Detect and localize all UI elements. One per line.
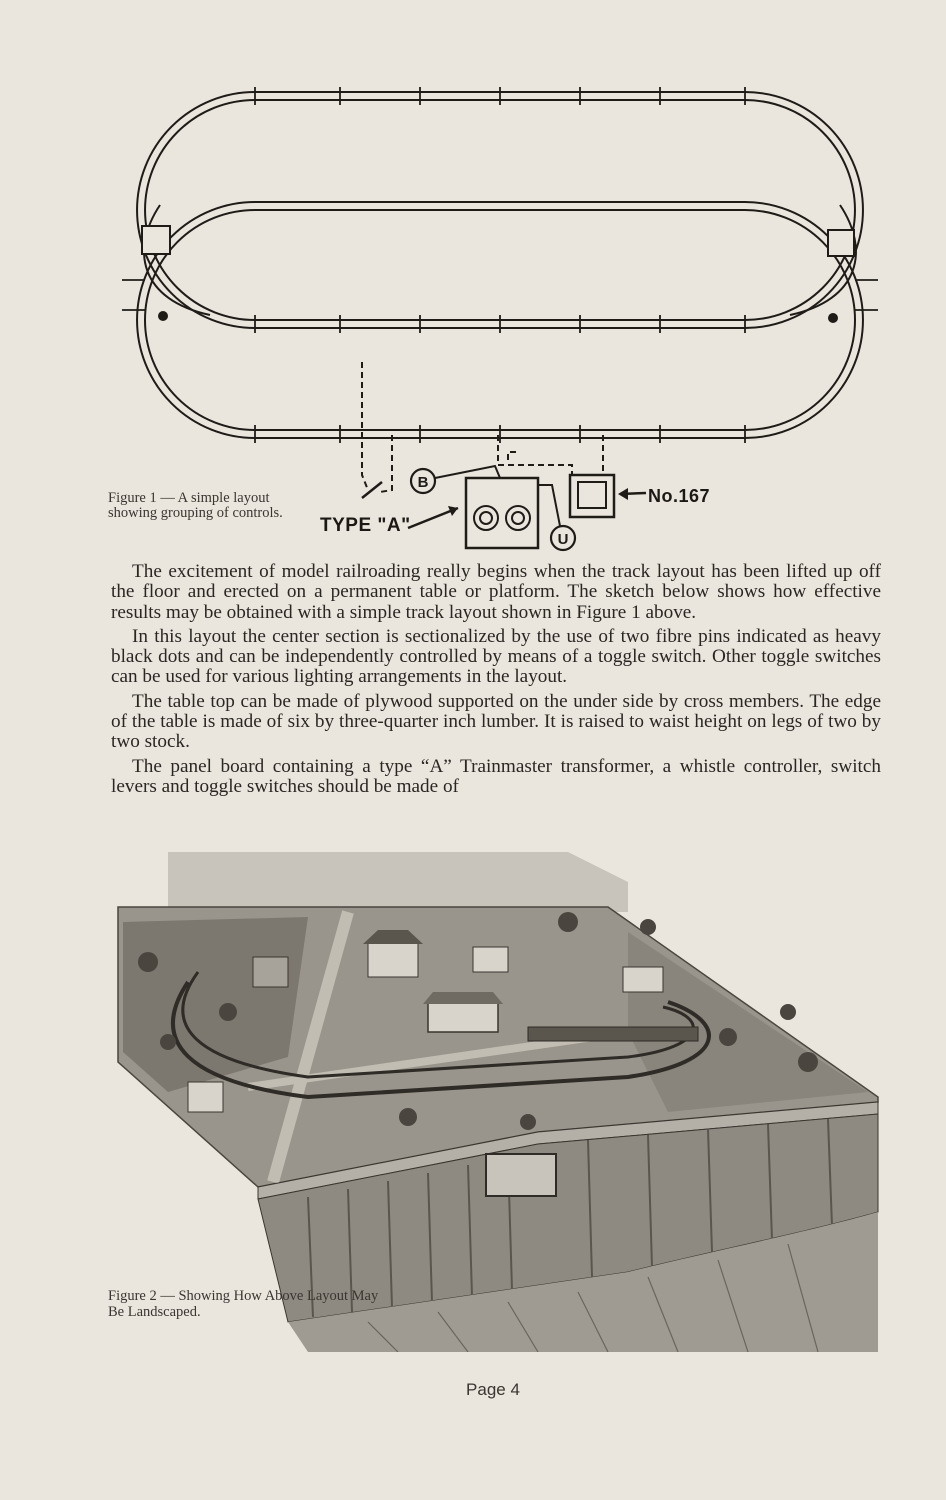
backdrop — [168, 852, 628, 912]
train — [528, 1027, 698, 1041]
right-switch-box — [828, 230, 854, 256]
figure1-caption: Figure 1 — A simple layout showing grouping of controls. — [108, 490, 283, 521]
body-text — [111, 562, 881, 801]
left-switch-box — [142, 226, 170, 254]
page-number: Page 4 — [466, 1380, 520, 1399]
type-a-label: TYPE "A" — [320, 515, 411, 536]
no167-label: No.167 — [648, 486, 711, 506]
house — [623, 967, 663, 992]
house — [368, 942, 418, 977]
fibre-pin-dot — [158, 311, 168, 321]
paragraph: The table top can be made of plywood supported on the under side by cross members. The edge of the table is made of six by three-quarter inch lumber. It is raised to waist height on legs of two by two stock. — [111, 690, 881, 753]
landscaped-layout-illustration — [108, 852, 888, 1352]
figure2-caption: Figure 2 — Showing How Above Layout May Be Landscaped. — [108, 1288, 379, 1320]
paragraph: The excitement of model railroading really begins when the track layout has been lifted up off the floor and erected on a permanent table or platform. The sketch below shows how effective results may be obtained with a simple track layout shown in Figure 1 above. — [111, 561, 881, 623]
house — [253, 957, 288, 987]
station-building — [428, 1002, 498, 1032]
wire-dashed — [508, 452, 520, 460]
u-label: U — [557, 531, 569, 548]
transformer-box — [466, 478, 538, 548]
paragraph: In this layout the center section is sectionalized by the use of two fibre pins indicated as heavy black dots and can be independently controlled by means of a toggle switch. Other toggle switches can be used for various lighting arrangements in the layout. — [111, 625, 881, 688]
fibre-pin-dot — [828, 313, 838, 323]
control-panel — [486, 1154, 556, 1196]
paragraph: The panel board containing a type “A” Trainmaster transformer, a whistle controller, switch levers and toggle switches should be made of — [111, 755, 881, 797]
house — [188, 1082, 223, 1112]
b-label: B — [417, 474, 429, 491]
track-layout-diagram — [100, 80, 900, 560]
wire-dashed — [362, 362, 368, 490]
house — [473, 947, 508, 972]
